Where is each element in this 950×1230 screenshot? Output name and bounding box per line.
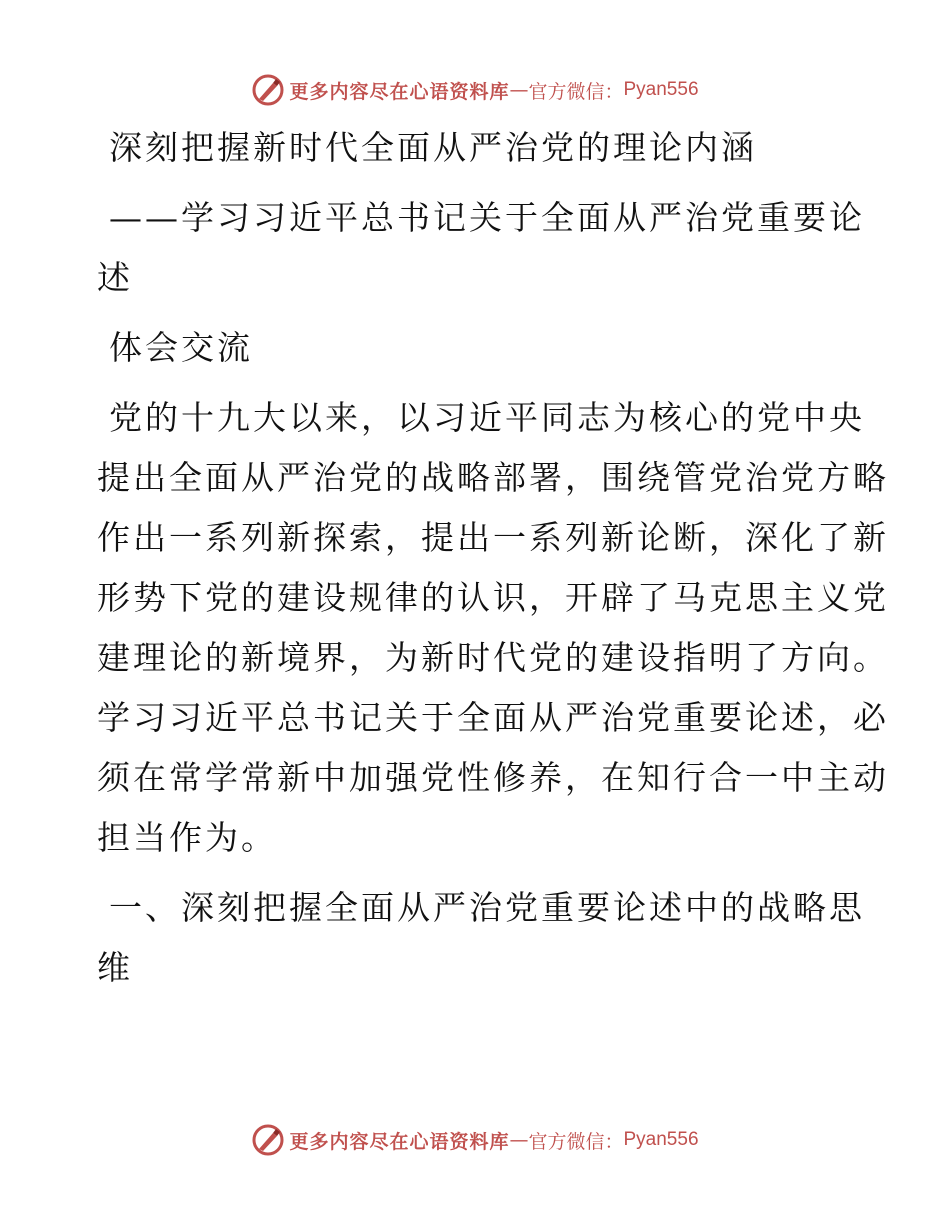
paragraph-line: 形势下党的建设规律的认识，开辟了马克思主义党 [97,578,889,617]
pen-logo-icon [251,1123,285,1157]
document-subtitle-line2: 述 [97,258,133,297]
header-watermark [0,70,950,110]
paragraph-intro [97,388,889,868]
watermark-brand: 更多内容尽在心语资料库 [289,80,510,103]
watermark-contact-label: 官方微信： [528,1130,624,1153]
paragraph-line: 党的十九大以来，以习近平同志为核心的党中央 [109,398,865,437]
paragraph-line: 学习习近平总书记关于全面从严治党重要论述，必 [97,698,889,737]
section-heading-line1: 一、深刻把握全面从严治党重要论述中的战略思 [109,888,865,927]
pen-logo-icon [251,73,285,107]
section-heading-line2: 维 [97,948,133,987]
watermark-contact-id: Pyan556 [623,79,699,100]
document-body [97,118,889,998]
paragraph-line: 作出一系列新探索，提出一系列新论断，深化了新 [97,518,889,557]
watermark-contact-label: 官方微信： [528,80,624,103]
watermark-separator: — [509,1129,529,1151]
document-subtitle-line1: ——学习习近平总书记关于全面从严治党重要论 [109,198,865,237]
document-title: 深刻把握新时代全面从严治党的理论内涵 [109,128,757,167]
paragraph-line: 须在常学常新中加强党性修养，在知行合一中主动 [97,758,889,797]
watermark-contact-id: Pyan556 [623,1129,699,1150]
paragraph-line: 建理论的新境界，为新时代党的建设指明了方向。 [97,638,889,677]
paragraph-line: 担当作为。 [97,818,277,857]
footer-watermark [0,1120,950,1160]
paragraph-line: 提出全面从严治党的战略部署，围绕管党治党方略 [97,458,889,497]
watermark-brand: 更多内容尽在心语资料库 [289,1130,510,1153]
document-subtitle-line3: 体会交流 [109,328,253,367]
watermark-separator: — [509,79,529,101]
